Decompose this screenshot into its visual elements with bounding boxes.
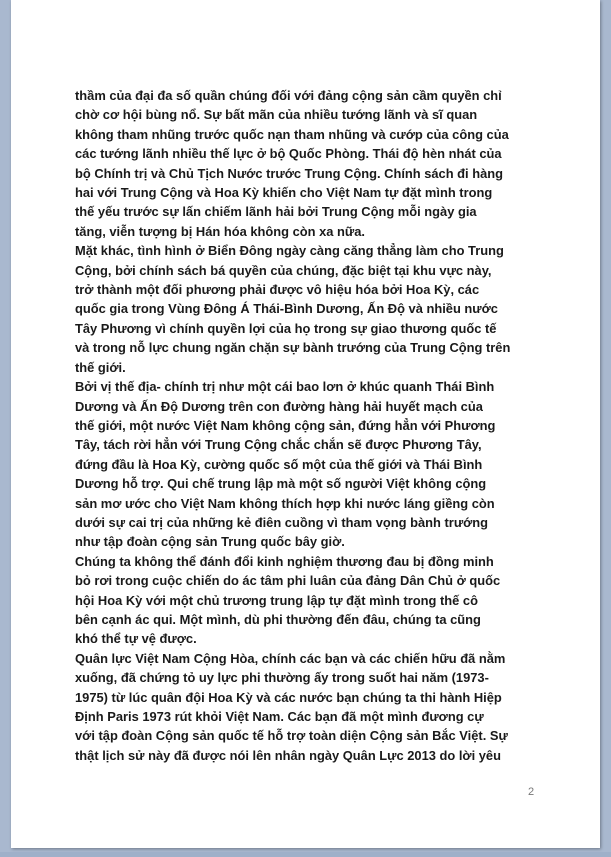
text-line: và trong nỗ lực chung ngăn chặn sự bành trướng của Trung Cộng trên (75, 340, 511, 356)
text-line: Mặt khác, tình hình ở Biển Đông ngày càng căng thẳng làm cho Trung (75, 243, 504, 259)
text-line: đứng đầu là Hoa Kỳ, cường quốc số một của thế giới và Thái Bình (75, 456, 483, 472)
text-line: thật lịch sử này đã được nói lên nhân ngày Quân Lực 2013 do lời yêu (75, 747, 501, 763)
text-line: trở thành một đối phương phải được vô hiệu hóa bởi Hoa Kỳ, các (75, 282, 480, 298)
paragraph-5 (75, 649, 553, 765)
text-line: Cộng, bởi chính sách bá quyền của chúng, đặc biệt tại khu vực này, (75, 262, 492, 278)
page-number: 2 (528, 786, 535, 798)
text-line: tăng, viễn tượng bị Hán hóa không còn xa nữa. (75, 223, 365, 239)
text-line: Dương hỗ trợ. Qui chế trung lập mà một số người Việt không cộng (75, 476, 487, 492)
text-line: Bởi vị thế địa- chính trị như một cái bao lơn ở khúc quanh Thái Bình (75, 379, 495, 395)
text-line: bộ Chính trị và Chủ Tịch Nước trước Trung Cộng. Chính sách đi hàng (75, 165, 504, 181)
window-bottom-edge (0, 852, 611, 857)
text-line: Tây Phương vì chính quyền lợi của họ trong sự giao thương quốc tế (75, 320, 497, 336)
text-line: Định Paris 1973 rút khỏi Việt Nam. Các bạn đã một mình đương cự (75, 709, 484, 724)
document-body (75, 86, 553, 765)
paragraph-2 (75, 241, 553, 377)
text-line: Chúng ta không thể đánh đổi kinh nghiệm thương đau bị đồng minh (75, 553, 494, 569)
paragraph-3 (75, 377, 553, 552)
paragraph-4 (75, 552, 553, 649)
text-line: như tập đoàn cộng sản Trung quốc bây giờ. (75, 534, 345, 550)
text-line: thế yếu trước sự lấn chiếm lãnh hải bởi Trung Cộng mỗi ngày gia (75, 204, 477, 220)
text-line: thế giới. (75, 359, 126, 375)
text-line: các tướng lãnh nhiều thế lực ở bộ Quốc Phòng. Thái độ hèn nhát của (75, 146, 502, 162)
text-line: bên cạnh ác qui. Một mình, dù phi thường đến đâu, chúng ta cũng (75, 611, 481, 627)
text-line: quốc gia trong Vùng Đông Á Thái-Bình Dương, Ấn Độ và nhiều nước (75, 301, 498, 317)
text-line: bỏ rơi trong cuộc chiến do ác tâm phi luân của đảng Dân Chủ ở quốc (75, 573, 501, 589)
paragraph-1 (75, 86, 553, 241)
text-line: xuống, đã chứng tỏ uy lực phi thường ấy trong suốt hai năm (1973- (75, 670, 489, 686)
text-line: chờ cơ hội bùng nổ. Sự bất mãn của nhiều tướng lãnh và sĩ quan (75, 107, 478, 123)
text-line: sản mơ ước cho Việt Nam không thích hợp khi nước láng giềng còn (75, 495, 495, 511)
text-line: thế giới, một nước Việt Nam không cộng sản, đứng hẳn với Phương (75, 417, 496, 433)
text-line: Tây, tách rời hẳn với Trung Cộng chắc chắn sẽ được Phương Tây, (75, 437, 482, 453)
text-line: Dương và Ấn Độ Dương trên con đường hàng hải huyết mạch của (75, 398, 483, 414)
document-page (11, 0, 600, 848)
text-line: không tham nhũng trước quốc nạn tham nhũng và cướp của công của (75, 126, 509, 142)
text-line: thầm của đại đa số quần chúng đối với đảng cộng sản cầm quyền chỉ (75, 88, 502, 103)
text-line: khó thể tự vệ được. (75, 631, 197, 647)
text-line: hai với Trung Cộng và Hoa Kỳ khiến cho Việt Nam tự đặt mình trong (75, 185, 493, 201)
text-line: với tập đoàn Cộng sản quốc tế hỗ trợ toàn diện Cộng sản Bắc Việt. Sự (75, 728, 508, 744)
text-line: Quân lực Việt Nam Cộng Hòa, chính các bạn và các chiến hữu đã nằm (75, 650, 506, 666)
text-line: hội Hoa Kỳ với một chủ trương trung lập tự đặt mình trong thế cô (75, 592, 478, 608)
text-line: dưới sự cai trị của những kẻ điên cuồng vì tham vọng bành trướng (75, 514, 489, 530)
text-line: 1975) từ lúc quân đội Hoa Kỳ và các nước bạn chúng ta thi hành Hiệp (75, 689, 502, 705)
